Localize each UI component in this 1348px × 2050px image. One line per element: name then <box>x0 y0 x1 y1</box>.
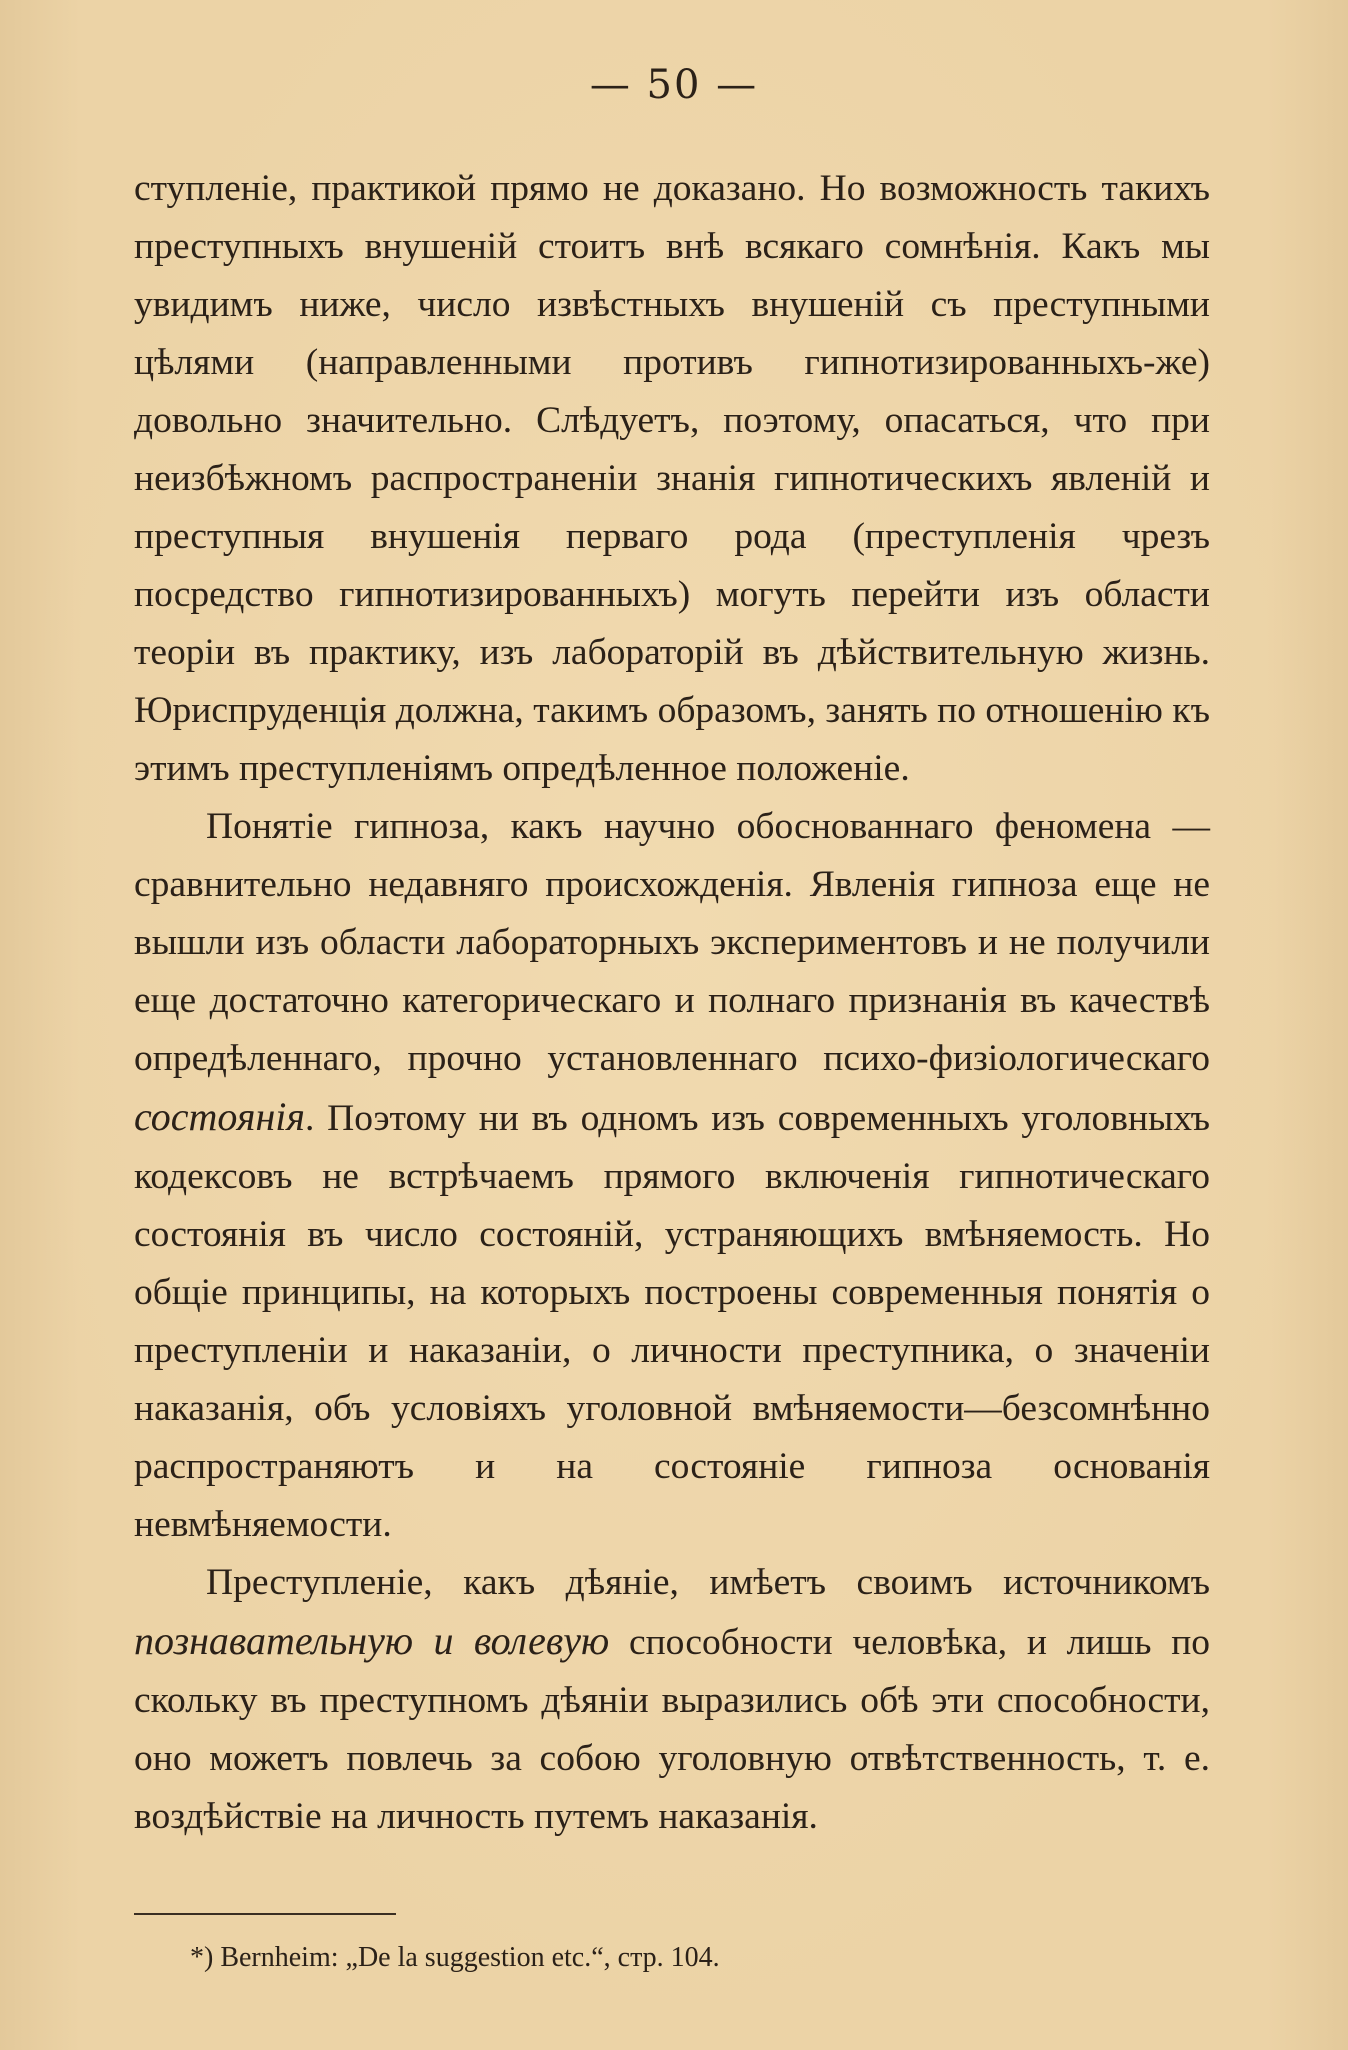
paragraph-3-emphasis: познавательную и волевую <box>134 1618 610 1663</box>
paragraph-2 <box>134 798 1210 1554</box>
paragraph-3-text-end: способности человѣка, и лишь по скольку въ преступномъ дѣяніи выразились обѣ эти способности, оно можетъ повлечь за собою уголовную отвѣтственность, т. е. воздѣйствіе на личность путемъ наказанія. <box>134 1622 1211 1837</box>
paragraph-2-text-end: . Поэтому ни въ одномъ изъ современныхъ уголовныхъ кодексовъ не встрѣчаемъ прямого включенія гипнотическаго состоянія въ число состояній, устраняющихъ вмѣняемость. Но общіе принципы, на которыхъ построены современныя понятія о преступленіи и наказаніи, о личности преступника, о значеніи наказанія, объ условіяхъ уголовной вмѣняемости—безсомнѣнно распространяютъ и на состояніе гипноза основанія невмѣняемости. <box>134 1098 1210 1545</box>
paragraph-1-text: ступленіе, практикой прямо не доказано. Но возможность такихъ преступныхъ внушеній стоитъ внѣ всякаго сомнѣнія. Какъ мы увидимъ ниже, число извѣстныхъ внушеній съ преступными цѣлями (направленными противъ гипнотизированныхъ-же) довольно значительно. Слѣдуетъ, поэтому, опасаться, что при неизбѣжномъ распространеніи знанія гипнотическихъ явленій и преступныя внушенія перваго рода (преступленія чрезъ посредство гипнотизированныхъ) могуть перейти изъ области теоріи въ практику, изъ лабораторій въ дѣйствительную жизнь. Юриспруденція должна, такимъ образомъ, занять по отношенію къ этимъ преступленіямъ опредѣленное положеніе. <box>134 168 1210 789</box>
paragraph-3-text-start: Преступленіе, какъ дѣяніе, имѣетъ своимъ источникомъ <box>206 1562 1210 1603</box>
paragraph-2-text-start: Понятіе гипноза, какъ научно обоснованнаго феномена — сравнительно недавняго происхожденія. Явленія гипноза еще не вышли изъ области лабораторныхъ экспериментовъ и не получили еще достаточно категорическаго и полнаго признанія въ качествѣ опредѣленнаго, прочно установленнаго психо-физіологическаго <box>134 806 1210 1079</box>
footnote: *) Bernheim: „De la suggestion etc.“, стр. 104. <box>190 1942 720 1973</box>
paragraph-1 <box>134 160 1210 798</box>
footnote-divider <box>134 1913 396 1915</box>
main-text <box>134 160 1210 1846</box>
paragraph-2-emphasis: состоянія <box>134 1094 306 1139</box>
page-number: — 50 — <box>589 62 759 108</box>
paragraph-3 <box>134 1554 1210 1846</box>
